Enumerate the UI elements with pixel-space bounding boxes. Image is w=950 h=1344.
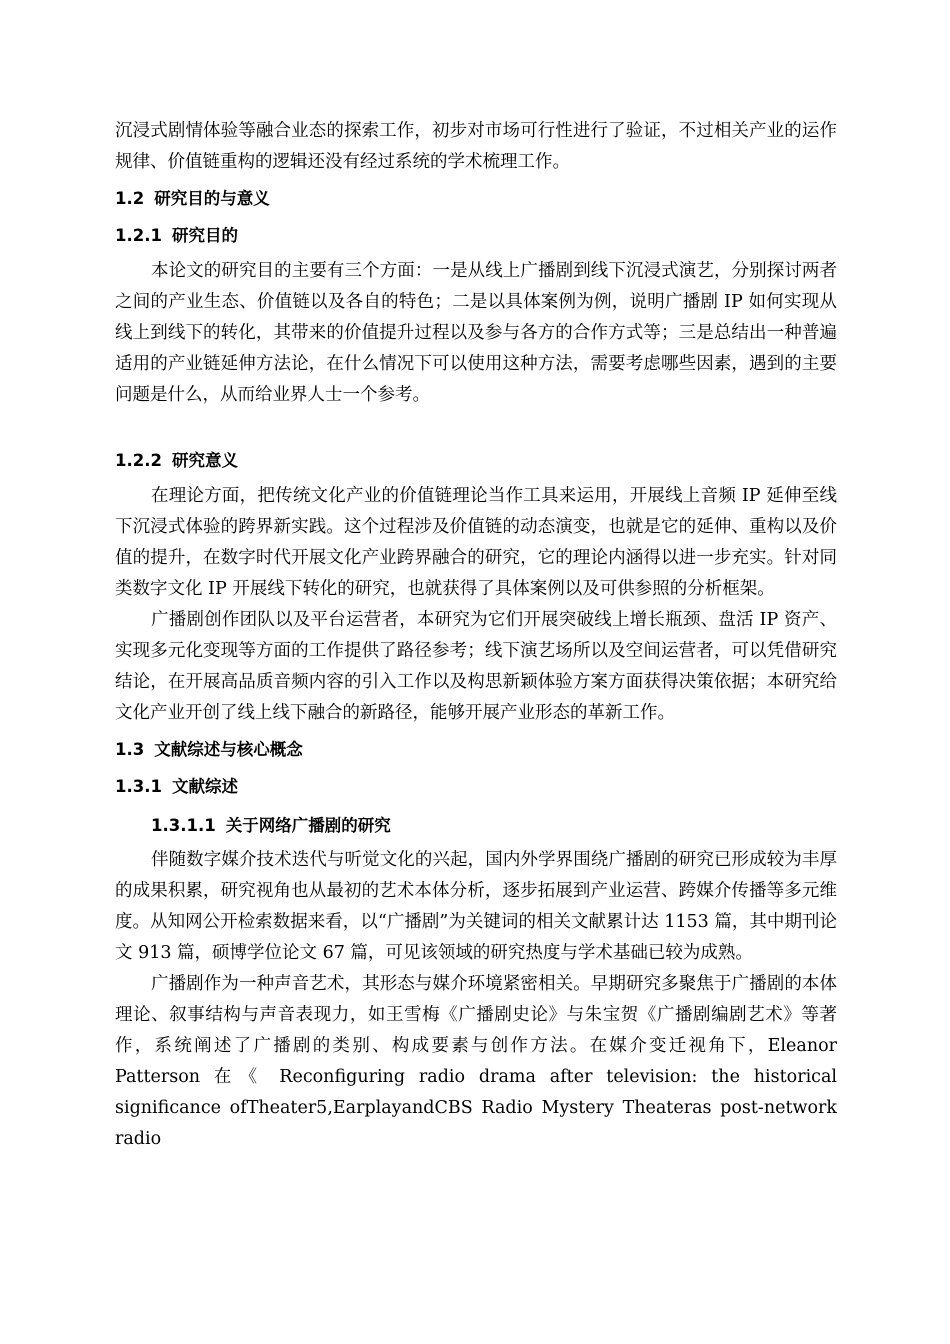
heading-1-3-1 bbox=[115, 767, 837, 807]
heading-title: 研究目的与意义 bbox=[154, 189, 270, 208]
heading-number: 1.3 bbox=[115, 740, 145, 759]
paragraph-radio-drama-studies: 广播剧作为一种声音艺术，其形态与媒介环境紧密相关。早期研究多聚焦于广播剧的本体理论、叙事结构与声音表现力，如王雪梅《广播剧史论》与朱宝贺《广播剧编剧艺术》等著作，系统阐述了广播剧的类别、构成要素与创作方法。在媒介变迁视角下，Eleanor Patterson 在《 Reconfiguring radio drama after television: the historical significance ofTheater5,EarplayandCBS Radio Mystery Theateras post-network radio bbox=[115, 974, 837, 1149]
heading-1-3 bbox=[115, 733, 837, 767]
heading-title: 文献综述 bbox=[171, 777, 238, 796]
paragraph-theoretical-significance: 在理论方面，把传统文化产业的价值链理论当作工具来运用，开展线上音频 IP 延伸至线下沉浸式体验的跨界新实践。这个过程涉及价值链的动态演变，也就是它的延伸、重构以及价值的提升，在数字时代开展文化产业跨界融合的研究，它的理论内涵得以进一步充实。针对同类数字文化 IP 开展线下转化的研究，也就获得了具体案例以及可供参照的分析框架。 bbox=[115, 486, 837, 599]
paragraph-continuation: 沉浸式剧情体验等融合业态的探索工作，初步对市场可行性进行了验证，不过相关产业的运作规律、价值链重构的逻辑还没有经过系统的学术梳理工作。 bbox=[115, 121, 837, 172]
heading-1-2-1 bbox=[115, 216, 837, 256]
heading-number: 1.3.1 bbox=[115, 777, 162, 796]
heading-1-3-1-1 bbox=[115, 807, 837, 845]
heading-number: 1.2.1 bbox=[115, 226, 162, 245]
heading-1-2 bbox=[115, 182, 837, 216]
paragraph-research-purpose: 本论文的研究目的主要有三个方面：一是从线上广播剧到线下沉浸式演艺，分别探讨两者之间的产业生态、价值链以及各自的特色；二是以具体案例为例，说明广播剧 IP 如何实现从线上到线下的转化，其带来的价值提升过程以及参与各方的合作方式等；三是总结出一种普遍适用的产业链延伸方法论，在什么情况下可以使用这种方法，需要考虑哪些因素，遇到的主要问题是什么，从而给业界人士一个参考。 bbox=[115, 261, 837, 405]
document-body bbox=[115, 116, 837, 1155]
heading-number: 1.2 bbox=[115, 189, 145, 208]
heading-1-2-2 bbox=[115, 441, 837, 481]
heading-title: 研究目的 bbox=[171, 226, 238, 245]
heading-title: 研究意义 bbox=[171, 451, 238, 470]
heading-title: 关于网络广播剧的研究 bbox=[225, 816, 391, 835]
paragraph-practical-significance: 广播剧创作团队以及平台运营者，本研究为它们开展突破线上增长瓶颈、盘活 IP 资产、实现多元化变现等方面的工作提供了路径参考；线下演艺场所以及空间运营者，可以凭借研究结论，在开展高品质音频内容的引入工作以及构思新颖体验方案方面获得决策依据；本研究给文化产业开创了线上线下融合的新路径，能够开展产业形态的革新工作。 bbox=[115, 610, 837, 723]
heading-title: 文献综述与核心概念 bbox=[154, 740, 303, 759]
heading-number: 1.2.2 bbox=[115, 451, 162, 470]
paragraph-literature-overview: 伴随数字媒介技术迭代与听觉文化的兴起，国内外学界围绕广播剧的研究已形成较为丰厚的成果积累，研究视角也从最初的艺术本体分析，逐步拓展到产业运营、跨媒介传播等多元维度。从知网公开检索数据来看，以“广播剧”为关键词的相关文献累计达 1153 篇，其中期刊论文 913 篇，硕博学位论文 67 篇，可见该领域的研究热度与学术基础已较为成熟。 bbox=[115, 850, 837, 963]
blank-line bbox=[115, 411, 837, 441]
heading-number: 1.3.1.1 bbox=[151, 816, 216, 835]
